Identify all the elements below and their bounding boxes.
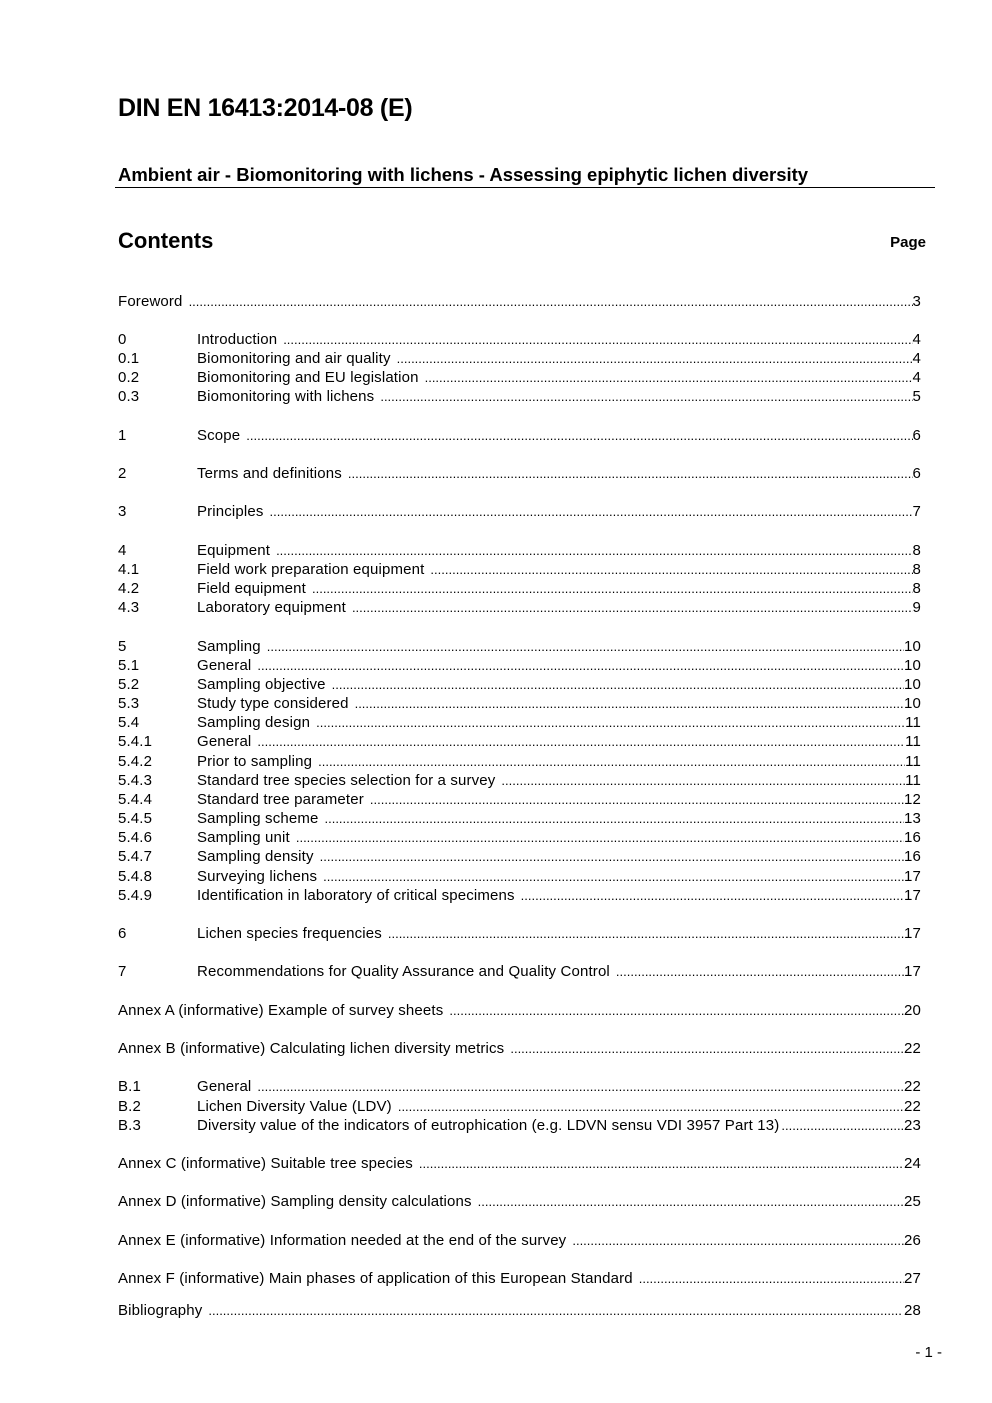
- toc-entry[interactable]: [118, 1116, 921, 1135]
- toc-page: 6: [912, 427, 921, 444]
- toc-title: Field equipment: [197, 580, 306, 597]
- toc-title: Standard tree species selection for a survey: [197, 772, 496, 789]
- toc-leader-dots: [257, 732, 905, 751]
- toc-page: 22: [904, 1098, 921, 1115]
- toc-leader-dots: [208, 1301, 901, 1320]
- toc-title: Prior to sampling: [197, 753, 313, 770]
- toc-entry[interactable]: [118, 790, 921, 809]
- toc-leader-dots: [316, 713, 905, 732]
- toc-number: 5.4: [118, 714, 140, 731]
- toc-number: 5.4.3: [118, 772, 153, 789]
- toc-title: Scope: [197, 427, 241, 444]
- toc-entry[interactable]: [118, 579, 921, 598]
- toc-entry[interactable]: [118, 867, 921, 886]
- toc-title: Diversity value of the indicators of eutrophication (e.g. LDVN sensu VDI 3957 Part 13): [197, 1117, 780, 1134]
- toc-leader-dots: [312, 579, 913, 598]
- toc-entry-bibliography[interactable]: [118, 1301, 921, 1320]
- toc-leader-dots: [616, 962, 904, 981]
- page-number-footer: - 1 -: [915, 1344, 942, 1361]
- toc-entry-foreword[interactable]: [118, 292, 921, 311]
- toc-page: 10: [904, 657, 921, 674]
- toc-leader-dots: [332, 675, 904, 694]
- toc-leader-dots: [398, 1097, 904, 1116]
- toc-title: Annex A (informative) Example of survey sheets: [118, 1002, 444, 1019]
- toc-leader-dots: [510, 1039, 904, 1058]
- toc-number: 4.2: [118, 580, 140, 597]
- toc-number: 5.4.4: [118, 791, 153, 808]
- toc-title: Field work preparation equipment: [197, 561, 425, 578]
- toc-entry[interactable]: [118, 637, 921, 656]
- toc-entry[interactable]: [118, 426, 921, 445]
- toc-title: Sampling: [197, 638, 261, 655]
- toc-number: 5.4.9: [118, 887, 153, 904]
- toc-title: Equipment: [197, 542, 271, 559]
- toc-title: Sampling unit: [197, 829, 290, 846]
- toc-page: 4: [912, 369, 921, 386]
- toc-number: 0.1: [118, 350, 140, 367]
- toc-leader-dots: [380, 387, 912, 406]
- toc-page: 3: [912, 293, 921, 310]
- toc-entry[interactable]: [118, 809, 921, 828]
- toc-leader-dots: [388, 924, 904, 943]
- toc-entry[interactable]: [118, 886, 921, 905]
- toc-title: Principles: [197, 503, 264, 520]
- toc-leader-dots: [449, 1001, 904, 1020]
- toc-title: Foreword: [118, 293, 183, 310]
- page-column-heading: Page: [890, 234, 926, 251]
- toc-leader-dots: [501, 771, 905, 790]
- toc-leader-dots: [270, 502, 913, 521]
- toc-leader-dots: [572, 1231, 904, 1250]
- toc-page: 22: [904, 1078, 921, 1095]
- toc-title: Sampling density: [197, 848, 314, 865]
- toc-number: 7: [118, 963, 127, 980]
- toc-leader-dots: [430, 560, 912, 579]
- toc-entry[interactable]: [118, 675, 921, 694]
- toc-leader-dots: [419, 1154, 904, 1173]
- toc-title: General: [197, 733, 252, 750]
- toc-entry-annex-a[interactable]: [118, 1001, 921, 1020]
- toc-page: 5: [912, 388, 921, 405]
- toc-leader-dots: [352, 598, 913, 617]
- toc-entry[interactable]: [118, 560, 921, 579]
- toc-number: 5.4.2: [118, 753, 153, 770]
- toc-title: Introduction: [197, 331, 278, 348]
- toc-number: 5.4.7: [118, 848, 153, 865]
- toc-title: Annex C (informative) Suitable tree species: [118, 1155, 413, 1172]
- toc-entry[interactable]: [118, 368, 921, 387]
- toc-page: 12: [904, 791, 921, 808]
- toc-number: 5: [118, 638, 127, 655]
- toc-leader-dots: [355, 694, 904, 713]
- toc-entry[interactable]: [118, 771, 921, 790]
- toc-page: 27: [904, 1270, 921, 1287]
- toc-entry[interactable]: [118, 656, 921, 675]
- toc-page: 22: [904, 1040, 921, 1057]
- toc-page: 11: [905, 772, 921, 789]
- toc-entry-annex-d[interactable]: [118, 1192, 921, 1211]
- toc-leader-dots: [781, 1116, 904, 1135]
- toc-page: 10: [904, 638, 921, 655]
- toc-title: Study type considered: [197, 695, 349, 712]
- toc-entry[interactable]: [118, 962, 921, 981]
- toc-title: Sampling design: [197, 714, 311, 731]
- toc-entry[interactable]: [118, 694, 921, 713]
- toc-title: Annex E (informative) Information needed at the end of the survey: [118, 1232, 567, 1249]
- toc-leader-dots: [257, 656, 904, 675]
- toc-leader-dots: [323, 867, 904, 886]
- toc-leader-dots: [478, 1192, 904, 1211]
- toc-number: 5.4.1: [118, 733, 153, 750]
- toc-number: 0.2: [118, 369, 140, 386]
- toc-leader-dots: [324, 809, 904, 828]
- toc-page: 23: [904, 1117, 921, 1134]
- toc-entry[interactable]: [118, 330, 921, 349]
- toc-title: Biomonitoring with lichens: [197, 388, 375, 405]
- toc-entry[interactable]: [118, 924, 921, 943]
- contents-heading: Contents: [118, 228, 214, 253]
- toc-title: Recommendations for Quality Assurance and Quality Control: [197, 963, 610, 980]
- toc-leader-dots: [246, 426, 912, 445]
- toc-leader-dots: [189, 292, 913, 311]
- toc-page: 4: [912, 350, 921, 367]
- toc-leader-dots: [283, 330, 912, 349]
- toc-title: Lichen Diversity Value (LDV): [197, 1098, 392, 1115]
- toc-number: 5.4.8: [118, 868, 153, 885]
- toc-entry[interactable]: [118, 387, 921, 406]
- toc-title: Identification in laboratory of critical specimens: [197, 887, 515, 904]
- toc-leader-dots: [370, 790, 904, 809]
- toc-leader-dots: [320, 847, 904, 866]
- toc-entry[interactable]: [118, 828, 921, 847]
- toc-page: 17: [904, 925, 921, 942]
- toc-page: 16: [904, 829, 921, 846]
- toc-number: 4.1: [118, 561, 140, 578]
- toc-page: 28: [904, 1302, 921, 1319]
- toc-number: 2: [118, 465, 127, 482]
- toc-number: B.2: [118, 1098, 141, 1115]
- toc-page: 9: [912, 599, 921, 616]
- toc-page: 10: [904, 676, 921, 693]
- toc-number: 5.3: [118, 695, 140, 712]
- toc-leader-dots: [318, 752, 905, 771]
- toc-number: 5.4.5: [118, 810, 153, 827]
- toc-page: 11: [905, 733, 921, 750]
- toc-leader-dots: [521, 886, 904, 905]
- toc-number: 6: [118, 925, 127, 942]
- toc-entry-annex-f[interactable]: [118, 1269, 921, 1288]
- toc-page: 11: [905, 753, 921, 770]
- toc-leader-dots: [296, 828, 904, 847]
- toc-title: Annex F (informative) Main phases of application of this European Standard: [118, 1270, 633, 1287]
- toc-page: 17: [904, 868, 921, 885]
- toc-page: 6: [912, 465, 921, 482]
- toc-title: Bibliography: [118, 1302, 203, 1319]
- toc-title: General: [197, 657, 252, 674]
- toc-page: 4: [912, 331, 921, 348]
- toc-title: Annex D (informative) Sampling density calculations: [118, 1193, 472, 1210]
- toc-page: 8: [912, 542, 921, 559]
- toc-page: 11: [905, 714, 921, 731]
- toc-entry-annex-c[interactable]: [118, 1154, 921, 1173]
- toc-entry[interactable]: [118, 1077, 921, 1096]
- toc-number: B.1: [118, 1078, 141, 1095]
- toc-entry[interactable]: [118, 349, 921, 368]
- toc-title: Sampling objective: [197, 676, 326, 693]
- toc-page: 17: [904, 887, 921, 904]
- title-rule: [115, 187, 935, 188]
- toc-title: Sampling scheme: [197, 810, 319, 827]
- toc-number: 1: [118, 427, 127, 444]
- toc-page: 24: [904, 1155, 921, 1172]
- toc-page: 20: [904, 1002, 921, 1019]
- toc-entry-annex-b[interactable]: [118, 1039, 921, 1058]
- toc-title: Biomonitoring and EU legislation: [197, 369, 419, 386]
- toc-entry-annex-e[interactable]: [118, 1231, 921, 1250]
- toc-title: Annex B (informative) Calculating lichen diversity metrics: [118, 1040, 505, 1057]
- toc-leader-dots: [276, 541, 912, 560]
- toc-leader-dots: [397, 349, 913, 368]
- toc-number: 0: [118, 331, 127, 348]
- toc-number: 0.3: [118, 388, 140, 405]
- toc-entry[interactable]: [118, 541, 921, 560]
- document-title: DIN EN 16413:2014-08 (E): [118, 94, 413, 122]
- toc-entry[interactable]: [118, 752, 921, 771]
- toc-title: Surveying lichens: [197, 868, 318, 885]
- toc-entry[interactable]: [118, 598, 921, 617]
- toc-entry[interactable]: [118, 732, 921, 751]
- toc-number: 3: [118, 503, 127, 520]
- toc-page: 7: [912, 503, 921, 520]
- toc-page: 25: [904, 1193, 921, 1210]
- toc-number: 5.2: [118, 676, 140, 693]
- toc-title: General: [197, 1078, 252, 1095]
- toc-title: Laboratory equipment: [197, 599, 346, 616]
- toc-leader-dots: [257, 1077, 904, 1096]
- toc-entry[interactable]: [118, 464, 921, 483]
- toc-entry[interactable]: [118, 1097, 921, 1116]
- toc-leader-dots: [639, 1269, 904, 1288]
- toc-entry[interactable]: [118, 847, 921, 866]
- document-subtitle: Ambient air - Biomonitoring with lichens - Assessing epiphytic lichen diversity: [118, 164, 809, 185]
- toc-entry[interactable]: [118, 502, 921, 521]
- toc-leader-dots: [267, 637, 904, 656]
- toc-page: 26: [904, 1232, 921, 1249]
- toc-leader-dots: [348, 464, 913, 483]
- toc-title: Standard tree parameter: [197, 791, 364, 808]
- toc-page: 16: [904, 848, 921, 865]
- toc-page: 13: [904, 810, 921, 827]
- toc-page: 10: [904, 695, 921, 712]
- toc-number: B.3: [118, 1117, 141, 1134]
- toc-entry[interactable]: [118, 713, 921, 732]
- toc-page: 8: [912, 561, 921, 578]
- toc-number: 4.3: [118, 599, 140, 616]
- toc-number: 4: [118, 542, 127, 559]
- toc-leader-dots: [425, 368, 913, 387]
- toc-title: Lichen species frequencies: [197, 925, 382, 942]
- toc-number: 5.4.6: [118, 829, 153, 846]
- toc-page: 8: [912, 580, 921, 597]
- toc-title: Biomonitoring and air quality: [197, 350, 391, 367]
- toc-title: Terms and definitions: [197, 465, 342, 482]
- toc-page: 17: [904, 963, 921, 980]
- toc-number: 5.1: [118, 657, 140, 674]
